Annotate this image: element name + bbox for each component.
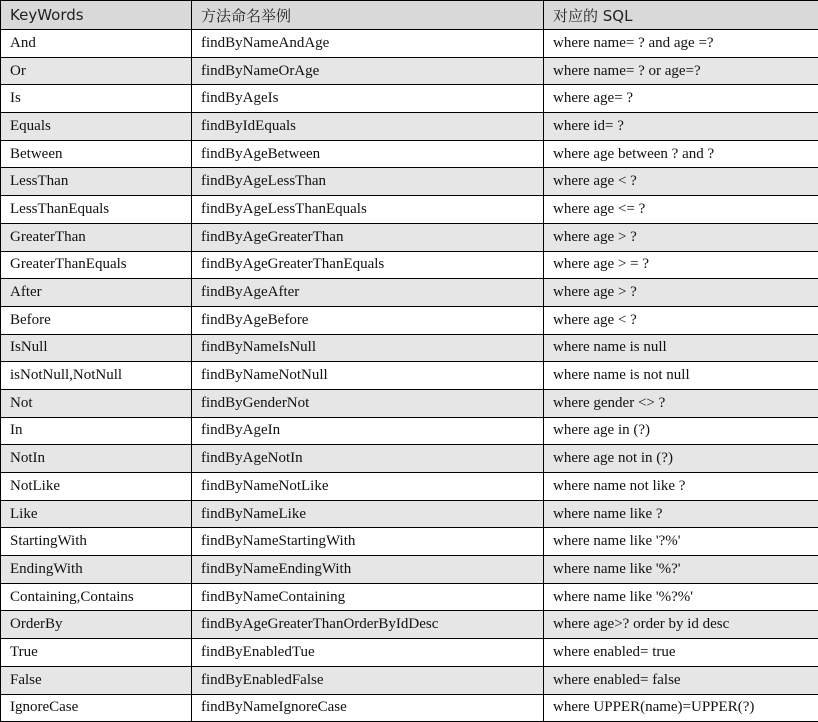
cell-method-name: findByAgeBetween	[192, 140, 544, 168]
cell-sql: where name like '%?'	[544, 556, 818, 584]
cell-sql: where age between ? and ?	[544, 140, 818, 168]
table-row	[1, 473, 818, 501]
cell-keyword: LessThan	[1, 168, 192, 196]
header-method-example: 方法命名举例	[192, 1, 544, 30]
cell-keyword: GreaterThan	[1, 223, 192, 251]
cell-keyword: StartingWith	[1, 528, 192, 556]
cell-sql: where enabled= false	[544, 666, 818, 694]
cell-sql: where age > = ?	[544, 251, 818, 279]
table-row	[1, 583, 818, 611]
table-row	[1, 362, 818, 390]
cell-keyword: Containing,Contains	[1, 583, 192, 611]
cell-keyword: In	[1, 417, 192, 445]
cell-sql: where age <= ?	[544, 196, 818, 224]
cell-keyword: Is	[1, 85, 192, 113]
cell-method-name: findByNameContaining	[192, 583, 544, 611]
table-row	[1, 417, 818, 445]
cell-sql: where enabled= true	[544, 639, 818, 667]
cell-keyword: NotIn	[1, 445, 192, 473]
cell-keyword: Not	[1, 389, 192, 417]
cell-sql: where age>? order by id desc	[544, 611, 818, 639]
table-header	[1, 1, 818, 30]
cell-method-name: findByNameIsNull	[192, 334, 544, 362]
cell-method-name: findByEnabledTue	[192, 639, 544, 667]
cell-method-name: findByAgeAfter	[192, 279, 544, 307]
cell-keyword: GreaterThanEquals	[1, 251, 192, 279]
cell-sql: where age in (?)	[544, 417, 818, 445]
table-row	[1, 57, 818, 85]
table-row	[1, 500, 818, 528]
cell-method-name: findByAgeLessThan	[192, 168, 544, 196]
cell-sql: where gender <> ?	[544, 389, 818, 417]
header-row	[1, 1, 818, 30]
cell-method-name: findByIdEquals	[192, 113, 544, 141]
table-row	[1, 666, 818, 694]
cell-keyword: Or	[1, 57, 192, 85]
cell-method-name: findByNameEndingWith	[192, 556, 544, 584]
table-row	[1, 196, 818, 224]
cell-keyword: Like	[1, 500, 192, 528]
cell-keyword: After	[1, 279, 192, 307]
table-row	[1, 223, 818, 251]
cell-sql: where name like '?%'	[544, 528, 818, 556]
header-keywords: KeyWords	[1, 1, 192, 30]
table-row	[1, 334, 818, 362]
cell-method-name: findByEnabledFalse	[192, 666, 544, 694]
cell-keyword: And	[1, 30, 192, 58]
cell-keyword: IgnoreCase	[1, 694, 192, 722]
cell-keyword: NotLike	[1, 473, 192, 501]
cell-sql: where UPPER(name)=UPPER(?)	[544, 694, 818, 722]
cell-keyword: False	[1, 666, 192, 694]
table-row	[1, 639, 818, 667]
cell-keyword: isNotNull,NotNull	[1, 362, 192, 390]
table-row	[1, 113, 818, 141]
cell-method-name: findByNameIgnoreCase	[192, 694, 544, 722]
table-row	[1, 140, 818, 168]
table-row	[1, 30, 818, 58]
cell-keyword: OrderBy	[1, 611, 192, 639]
table-body	[1, 30, 818, 722]
table-row	[1, 389, 818, 417]
cell-sql: where name is null	[544, 334, 818, 362]
cell-keyword: Before	[1, 306, 192, 334]
cell-sql: where name= ? and age =?	[544, 30, 818, 58]
cell-method-name: findByAgeGreaterThan	[192, 223, 544, 251]
cell-method-name: findByAgeNotIn	[192, 445, 544, 473]
table-row	[1, 306, 818, 334]
cell-method-name: findByAgeLessThanEquals	[192, 196, 544, 224]
table-row	[1, 556, 818, 584]
cell-method-name: findByGenderNot	[192, 389, 544, 417]
cell-method-name: findByAgeIs	[192, 85, 544, 113]
cell-method-name: findByNameLike	[192, 500, 544, 528]
cell-method-name: findByNameNotLike	[192, 473, 544, 501]
cell-method-name: findByNameOrAge	[192, 57, 544, 85]
table-row	[1, 528, 818, 556]
cell-sql: where age > ?	[544, 223, 818, 251]
table-row	[1, 251, 818, 279]
cell-sql: where name is not null	[544, 362, 818, 390]
header-sql: 对应的 SQL	[544, 1, 818, 30]
cell-sql: where id= ?	[544, 113, 818, 141]
cell-sql: where name like ?	[544, 500, 818, 528]
cell-method-name: findByNameNotNull	[192, 362, 544, 390]
cell-keyword: Between	[1, 140, 192, 168]
cell-sql: where name= ? or age=?	[544, 57, 818, 85]
cell-sql: where name not like ?	[544, 473, 818, 501]
cell-sql: where name like '%?%'	[544, 583, 818, 611]
cell-keyword: IsNull	[1, 334, 192, 362]
table-row	[1, 611, 818, 639]
cell-method-name: findByAgeBefore	[192, 306, 544, 334]
cell-sql: where age > ?	[544, 279, 818, 307]
cell-sql: where age < ?	[544, 168, 818, 196]
cell-keyword: EndingWith	[1, 556, 192, 584]
cell-method-name: findByNameAndAge	[192, 30, 544, 58]
table-row	[1, 85, 818, 113]
cell-sql: where age not in (?)	[544, 445, 818, 473]
cell-sql: where age < ?	[544, 306, 818, 334]
table-row	[1, 445, 818, 473]
cell-method-name: findByNameStartingWith	[192, 528, 544, 556]
cell-sql: where age= ?	[544, 85, 818, 113]
table-row	[1, 168, 818, 196]
cell-method-name: findByAgeGreaterThanEquals	[192, 251, 544, 279]
cell-keyword: True	[1, 639, 192, 667]
cell-keyword: LessThanEquals	[1, 196, 192, 224]
table-row	[1, 279, 818, 307]
cell-keyword: Equals	[1, 113, 192, 141]
cell-method-name: findByAgeGreaterThanOrderByIdDesc	[192, 611, 544, 639]
cell-method-name: findByAgeIn	[192, 417, 544, 445]
